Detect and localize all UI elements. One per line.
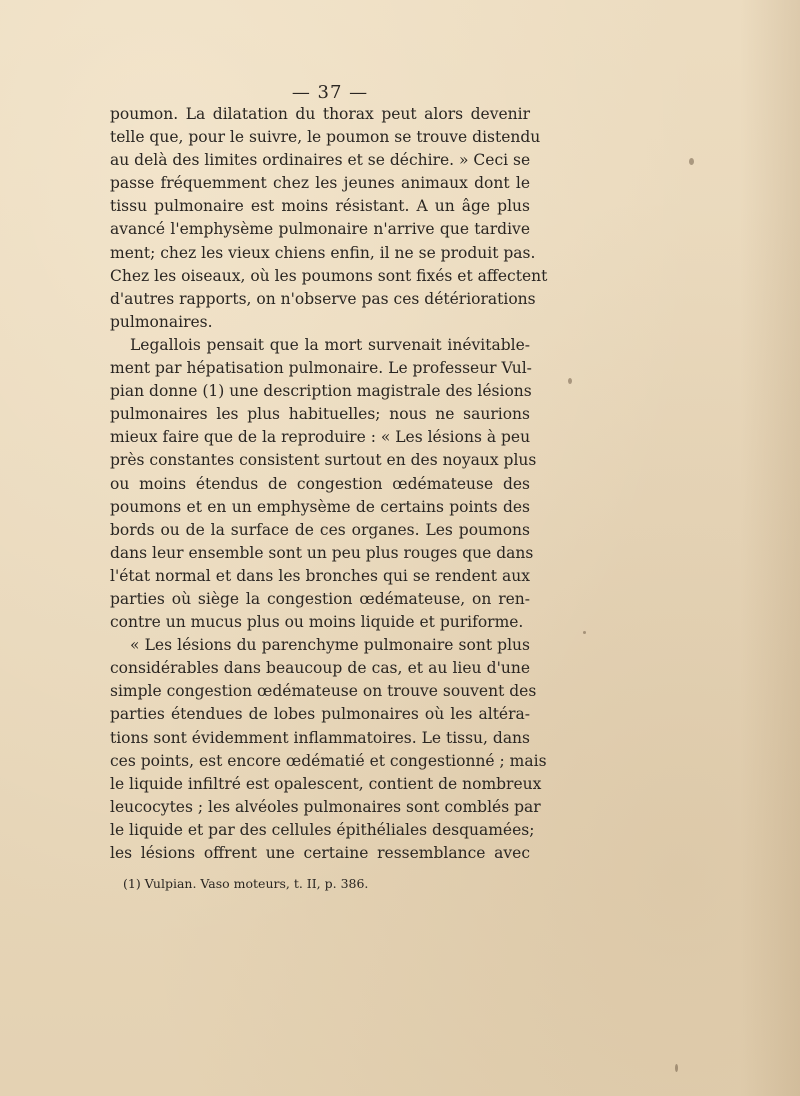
text-line: ment; chez les vieux chiens enfin, il ne se produit pas. (110, 243, 536, 262)
text-line: mieux faire que de la reproduire : « Les lésions à peu (110, 428, 531, 447)
text-line: l'état normal et dans les bronches qui se rendent aux (110, 566, 530, 585)
text-line: ment par hépatisation pulmonaire. Le professeur Vul- (110, 359, 532, 378)
text-line: pian donne (1) une description magistrale des lésions (110, 382, 532, 401)
footnote: (1) Vulpian. Vaso moteurs, t. II, p. 386. (123, 876, 369, 891)
body-text (110, 103, 548, 865)
text-line: pulmonaires. (110, 312, 213, 331)
text-line: d'autres rapports, on n'observe pas ces détériorations (110, 289, 536, 308)
paper-speck (583, 631, 586, 634)
text-line: parties où siège la congestion œdémateuse, on ren- (110, 589, 530, 608)
text-line: poumon. La dilatation du thorax peut alors devenir (110, 105, 530, 123)
text-line: ces points, est encore œdématié et congestionné ; mais (110, 751, 547, 770)
text-line: tions sont évidemment inflammatoires. Le tissu, dans (110, 728, 530, 747)
text-line: contre un mucus plus ou moins liquide et puriforme. (110, 613, 524, 632)
text-line: « Les lésions du parenchyme pulmonaire sont plus (130, 636, 530, 655)
text-line: les lésions offrent une certaine ressemblance avec (110, 844, 530, 862)
text-line: parties étendues de lobes pulmonaires où les altéra- (110, 705, 530, 724)
text-line: avancé l'emphysème pulmonaire n'arrive que tardive (110, 220, 530, 239)
text-line: poumons et en un emphysème de certains points des (110, 497, 530, 516)
text-line: considérables dans beaucoup de cas, et au lieu d'une (110, 659, 530, 678)
text-line: tissu pulmonaire est moins résistant. A un âge plus (110, 197, 530, 216)
text-line: au delà des limites ordinaires et se déchire. » Ceci se (110, 151, 531, 170)
page-number: — 37 — (291, 82, 369, 103)
paper-speck (675, 1064, 678, 1072)
text-line: passe fréquemment chez les jeunes animaux dont le (110, 174, 530, 193)
text-line: simple congestion œdémateuse on trouve souvent des (110, 682, 537, 701)
text-line: bords ou de la surface de ces organes. Les poumons (110, 520, 530, 539)
text-line: ou moins étendus de congestion œdémateuse des (110, 474, 530, 493)
text-line: le liquide infiltré est opalescent, contient de nombreux (110, 774, 542, 793)
page-edge-shading (740, 0, 800, 1096)
text-line: pulmonaires les plus habituelles; nous ne saurions (110, 405, 530, 424)
text-line: telle que, pour le suivre, le poumon se trouve distendu (110, 128, 541, 147)
paper-speck (568, 378, 572, 384)
text-line: le liquide et par des cellules épithéliales desquamées; (110, 820, 535, 839)
text-line: près constantes consistent surtout en des noyaux plus (110, 451, 537, 470)
text-line: Chez les oiseaux, où les poumons sont fixés et affectent (110, 266, 548, 285)
text-line: leucocytes ; les alvéoles pulmonaires sont comblés par (110, 797, 541, 816)
text-line: Legallois pensait que la mort survenait inévitable- (130, 335, 530, 354)
paper-speck (689, 158, 694, 165)
text-line: dans leur ensemble sont un peu plus rouges que dans (110, 543, 534, 562)
